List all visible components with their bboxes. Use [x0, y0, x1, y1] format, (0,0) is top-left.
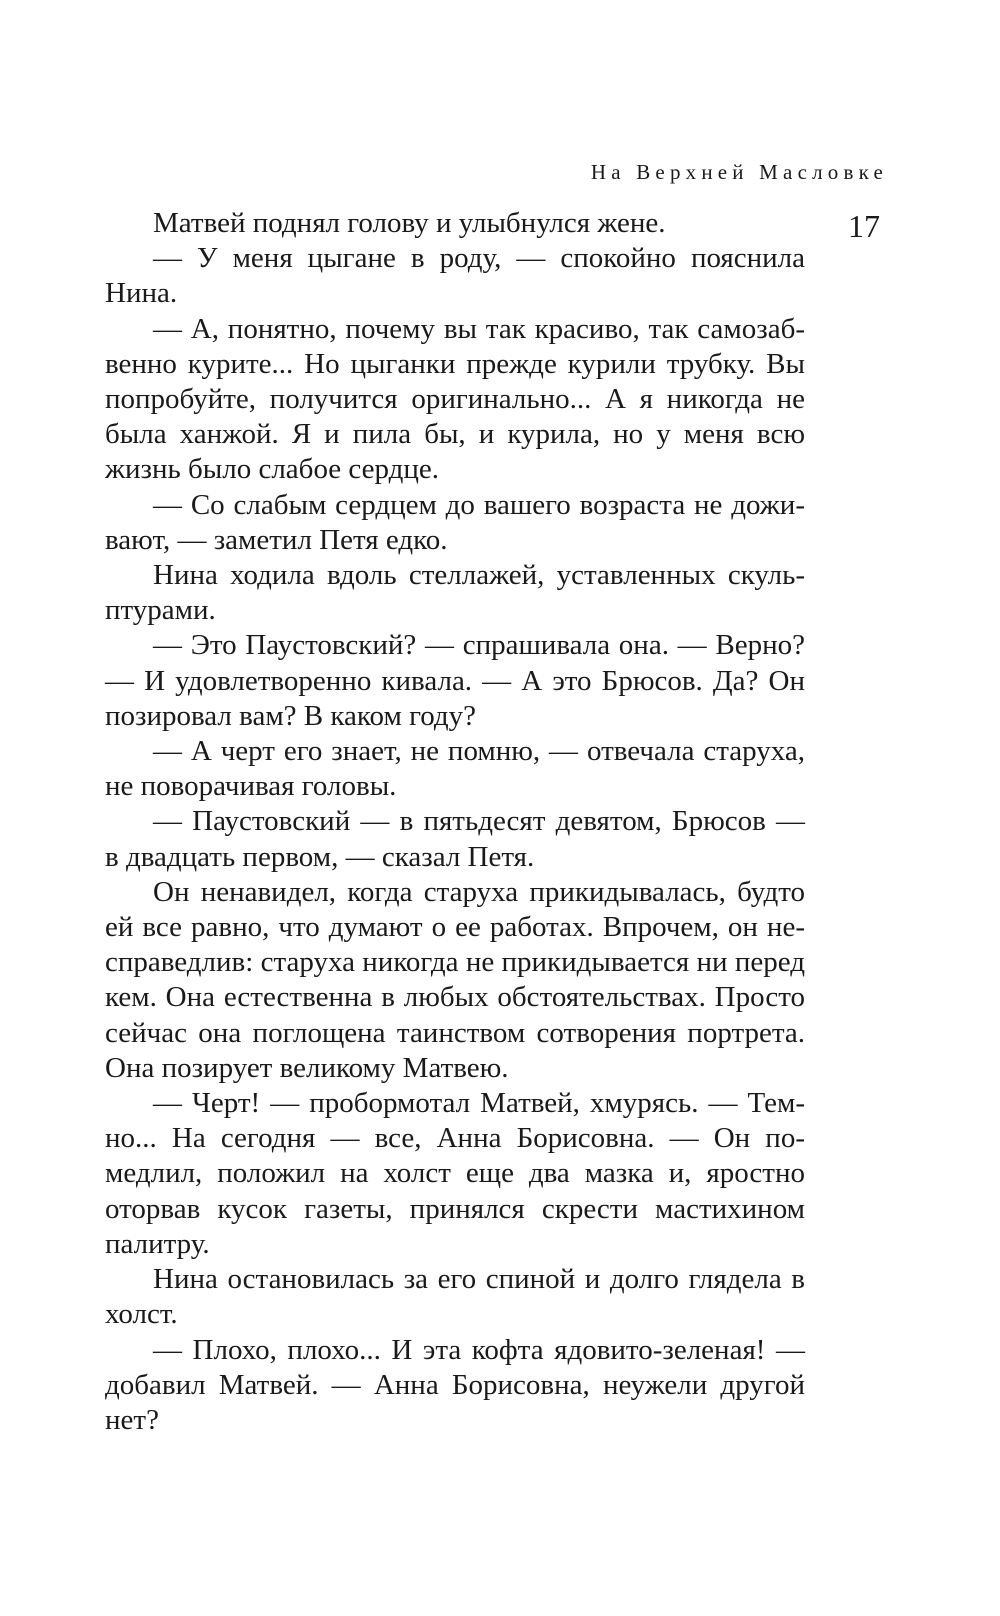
- paragraph: Нина ходила вдоль стеллажей, уставленных скульптурами.: [105, 559, 805, 627]
- paragraph: — Со слабым сердцем до вашего возраста не доживают, — заметил Петя едко.: [105, 488, 805, 556]
- paragraph: — Это Паустовский? — спрашивала она. — Верно? — И удовлетворенно кивала. — А это Брюсов. Да? Он позировал вам? В каком году?: [105, 629, 805, 732]
- body-text: [105, 206, 805, 1438]
- paragraph: Матвей поднял голову и улыбнулся жене.: [153, 207, 666, 239]
- paragraph: — Плохо, плохо... И эта кофта ядовито-зеленая! — добавил Матвей. — Анна Борисовна, неужели другой нет?: [105, 1333, 805, 1436]
- running-title: На Верхней Масловке: [590, 160, 888, 184]
- paragraph: — Черт! — пробормотал Матвей, хмурясь. — Темно... На сегодня — все, Анна Борисовна. — Он помедлил, положил на холст еще два мазка и, яростно оторвав кусок газеты, принялся скрести мастихином палитру.: [105, 1087, 805, 1260]
- paragraph: Он ненавидел, когда старуха прикидывалась, будто ей все равно, что думают о ее работах. Впрочем, он несправедлив: старуха никогда не прикидывается ни перед кем. Она естественна в любых обстоятельствах. Просто сейчас она поглощена таинством сотворения портрета. Она позирует великому Матвею.: [105, 875, 805, 1084]
- paragraph: — А, понятно, почему вы так красиво, так самозабвенно курите... Но цыганки прежде курили трубку. Вы попробуйте, получится оригинально... А я никогда не была ханжой. Я и пила бы, и курила, но у меня всю жизнь было слабое сердце.: [105, 312, 805, 486]
- page-number: 17: [848, 208, 880, 244]
- paragraph: — У меня цыгане в роду, — спокойно пояснила Нина.: [105, 242, 805, 310]
- paragraph: — А черт его знает, не помню, — отвечала старуха, не поворачивая головы.: [105, 735, 805, 803]
- paragraph: — Паустовский — в пятьдесят девятом, Брюсов — в двадцать первом, — сказал Петя.: [105, 805, 805, 873]
- paragraph: Нина остановилась за его спиной и долго глядела в холст.: [105, 1263, 805, 1331]
